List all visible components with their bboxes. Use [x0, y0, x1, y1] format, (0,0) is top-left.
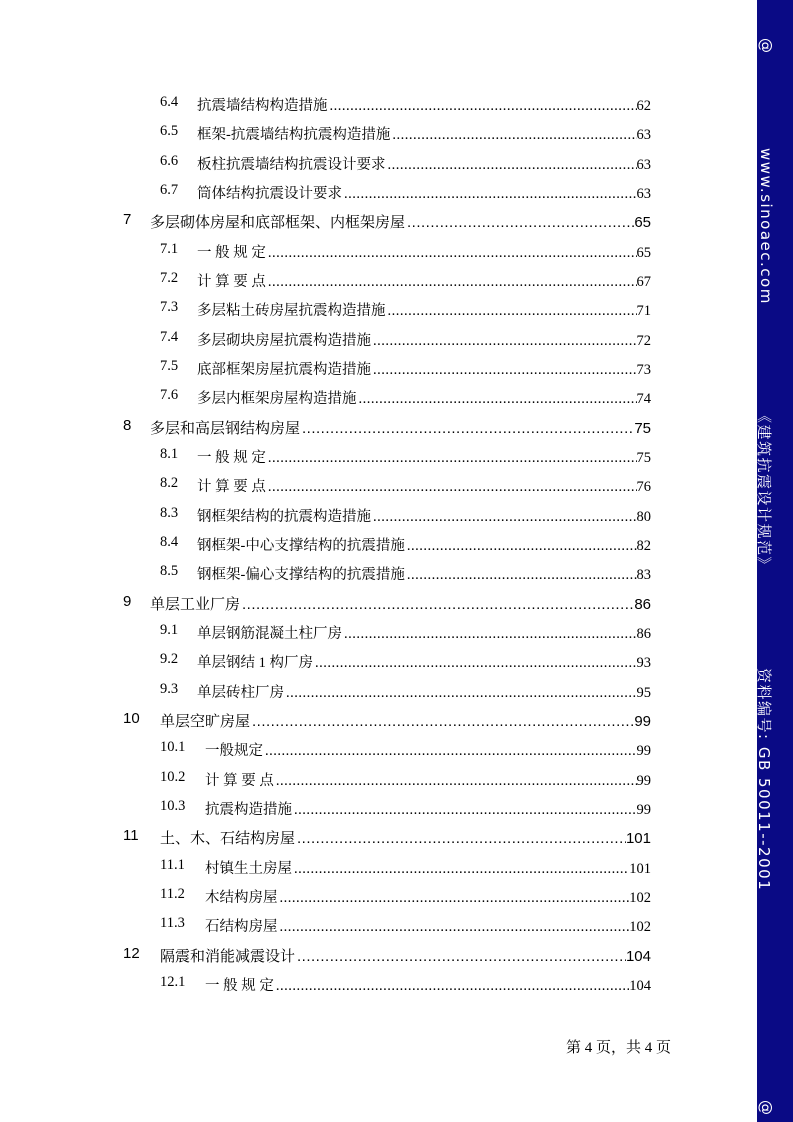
toc-number: 9.1	[160, 621, 179, 638]
toc-body	[160, 827, 651, 848]
toc-page-number: 104	[625, 947, 651, 965]
toc-title: 土、木、石结构房屋	[160, 831, 296, 848]
toc-body	[197, 505, 651, 526]
toc-page-number: 65	[636, 244, 651, 261]
toc-page-number: 99	[636, 743, 651, 760]
toc-page-number: 62	[636, 98, 651, 114]
toc-body	[150, 593, 651, 614]
dot-leader	[294, 802, 637, 819]
dot-leader	[268, 450, 637, 467]
toc-page-number: 102	[629, 889, 651, 906]
dot-leader	[276, 978, 629, 995]
toc-number: 6.4	[160, 94, 179, 110]
toc-page-number: 101	[629, 860, 651, 877]
toc-page-number: 80	[636, 508, 651, 525]
dot-leader	[268, 274, 637, 291]
toc-number: 6.5	[160, 123, 179, 140]
toc-title: 单层空旷房屋	[160, 713, 251, 730]
toc-page-number: 102	[629, 919, 651, 936]
toc-page-number: 63	[636, 156, 651, 173]
dot-leader	[297, 830, 626, 847]
toc-page-number: 83	[636, 567, 651, 584]
toc-page-number: 74	[636, 391, 651, 408]
toc-body	[205, 974, 651, 995]
toc-number: 7.1	[160, 240, 179, 257]
toc-title: 多层砌体房屋和底部框架、内框架房屋	[150, 215, 406, 232]
dot-leader	[388, 303, 637, 320]
toc-body	[197, 123, 651, 144]
toc-body	[197, 358, 651, 379]
toc-number: 8.5	[160, 563, 179, 580]
toc-title: 一 般 规 定	[205, 977, 274, 994]
dot-leader	[373, 333, 637, 350]
toc-page-number: 86	[634, 595, 651, 613]
toc-page-number: 99	[634, 712, 651, 730]
toc-page-number: 93	[636, 655, 651, 672]
toc-number: 7	[123, 211, 132, 229]
dot-leader	[344, 186, 637, 203]
toc-title: 石结构房屋	[205, 919, 278, 936]
dot-leader	[330, 98, 637, 115]
toc-number: 7.3	[160, 299, 179, 316]
toc-number: 8.4	[160, 533, 179, 550]
toc-number: 10.1	[160, 739, 186, 756]
toc-number: 10.3	[160, 797, 186, 814]
toc-body	[205, 769, 651, 790]
toc-body	[197, 534, 651, 555]
toc-title: 计 算 要 点	[197, 273, 266, 290]
toc-body	[205, 798, 651, 819]
toc-title: 钢框架结构的抗震构造措施	[197, 508, 371, 525]
toc-body	[197, 299, 651, 320]
toc-number: 8	[123, 416, 132, 434]
toc-page-number: 71	[636, 303, 651, 320]
toc-page-number: 86	[636, 625, 651, 642]
toc-body	[160, 945, 651, 966]
toc-body	[197, 681, 651, 702]
dot-leader	[407, 538, 637, 555]
toc-number: 12	[123, 944, 140, 962]
toc-body	[197, 387, 651, 408]
toc-page-number: 75	[634, 419, 651, 437]
toc-number: 11	[123, 827, 139, 845]
toc-title: 计 算 要 点	[205, 772, 274, 789]
toc-page-number: 99	[636, 772, 651, 789]
toc-title: 板柱抗震墙结构抗震设计要求	[197, 156, 386, 173]
toc-body	[205, 857, 651, 878]
toc-title: 单层工业厂房	[150, 596, 241, 613]
toc-body	[150, 211, 651, 232]
toc-title: 一般规定	[205, 743, 263, 760]
dot-leader	[286, 685, 637, 702]
toc-number: 7.2	[160, 269, 179, 286]
toc-body	[197, 622, 651, 643]
toc-title: 一 般 规 定	[197, 449, 266, 466]
dot-leader	[268, 479, 637, 496]
toc-body	[197, 563, 651, 584]
toc-number: 11.1	[160, 856, 185, 873]
toc-body	[150, 417, 651, 438]
toc-body	[205, 915, 651, 936]
toc-title: 隔震和消能减震设计	[160, 948, 296, 965]
toc-page-number: 75	[636, 449, 651, 466]
toc-page-number: 76	[636, 479, 651, 496]
toc-number: 9	[123, 592, 132, 610]
toc-title: 钢框架-中心支撑结构的抗震措施	[197, 537, 405, 554]
website-link[interactable]: www.sinoaec.com	[757, 148, 775, 305]
dot-leader	[302, 420, 634, 437]
dot-leader	[407, 214, 634, 231]
at-sign-bottom: @	[757, 1100, 775, 1117]
dot-leader	[242, 596, 634, 613]
toc-title: 框架-抗震墙结构抗震构造措施	[197, 127, 391, 144]
toc-number: 10	[123, 709, 140, 727]
toc-page-number: 99	[636, 801, 651, 818]
toc-title: 木结构房屋	[205, 889, 278, 906]
dot-leader	[359, 391, 637, 408]
toc-number: 10.2	[160, 768, 186, 785]
toc-number: 8.1	[160, 445, 179, 462]
toc-title: 单层砖柱厂房	[197, 684, 284, 701]
toc-page-number: 104	[629, 977, 651, 994]
toc-number: 7.6	[160, 387, 179, 404]
toc-number: 8.2	[160, 475, 179, 492]
dot-leader	[268, 245, 637, 262]
toc-body	[197, 475, 651, 496]
at-sign: @	[757, 38, 775, 55]
toc-number: 6.7	[160, 181, 179, 198]
toc-body	[197, 651, 651, 672]
toc-title: 底部框架房屋抗震构造措施	[197, 361, 371, 378]
toc-body	[160, 710, 651, 731]
toc-body	[197, 241, 651, 262]
toc-number: 7.5	[160, 357, 179, 374]
toc-title: 一 般 规 定	[197, 244, 266, 261]
dot-leader	[252, 713, 634, 730]
toc-page-number: 67	[636, 273, 651, 290]
toc-title: 多层粘土砖房屋抗震构造措施	[197, 303, 386, 320]
toc-title: 单层钢结 1 构厂房	[197, 655, 313, 672]
toc-number: 9.3	[160, 680, 179, 697]
toc-page-number: 63	[636, 127, 651, 144]
dot-leader	[280, 919, 630, 936]
toc-page-number: 65	[634, 214, 651, 232]
dot-leader	[280, 890, 630, 907]
toc-title: 计 算 要 点	[197, 479, 266, 496]
toc-number: 7.4	[160, 328, 179, 345]
dot-leader	[265, 743, 637, 760]
dot-leader	[297, 948, 626, 965]
dot-leader	[294, 861, 629, 878]
toc-number: 11.2	[160, 885, 185, 902]
toc-title: 抗震墙结构构造措施	[197, 98, 328, 114]
dot-leader	[407, 567, 637, 584]
toc-number: 11.3	[160, 915, 185, 932]
document-title: 《建筑抗震设计规范》	[755, 408, 773, 574]
toc-body	[197, 94, 651, 115]
toc-number: 6.6	[160, 152, 179, 169]
dot-leader	[392, 127, 636, 144]
toc-title: 多层内框架房屋构造措施	[197, 391, 357, 408]
toc-body	[205, 886, 651, 907]
toc-title: 钢框架-偏心支撑结构的抗震措施	[197, 567, 405, 584]
toc-page-number: 72	[636, 332, 651, 349]
toc-number: 12.1	[160, 973, 186, 990]
toc-page-number: 63	[636, 185, 651, 202]
toc-title: 多层和高层钢结构房屋	[150, 420, 301, 437]
toc-page-number: 73	[636, 361, 651, 378]
toc-title: 抗震构造措施	[205, 801, 292, 818]
toc-page-number: 82	[636, 537, 651, 554]
dot-leader	[388, 157, 637, 174]
toc-title: 多层砌块房屋抗震构造措施	[197, 332, 371, 349]
dot-leader	[344, 626, 637, 643]
sidebar-banner	[757, 0, 793, 1122]
toc-title: 筒体结构抗震设计要求	[197, 185, 342, 202]
dot-leader	[276, 773, 637, 790]
toc-body	[205, 739, 651, 760]
toc-body	[197, 329, 651, 350]
toc-page-number: 101	[625, 830, 651, 848]
dot-leader	[373, 362, 637, 379]
dot-leader	[373, 509, 637, 526]
toc-title: 单层钢筋混凝土柱厂房	[197, 625, 342, 642]
toc-body	[197, 153, 651, 174]
toc-title: 村镇生土房屋	[205, 860, 292, 877]
toc-body	[197, 270, 651, 291]
dot-leader	[315, 655, 637, 672]
toc-page-number: 95	[636, 684, 651, 701]
document-code: 资料编号: GB 50011--2001	[755, 668, 773, 892]
toc-number: 8.3	[160, 504, 179, 521]
toc-number: 9.2	[160, 651, 179, 668]
toc-body	[197, 182, 651, 203]
toc-body	[197, 446, 651, 467]
page-footer: 第 4 页，共 4 页	[566, 1040, 672, 1056]
